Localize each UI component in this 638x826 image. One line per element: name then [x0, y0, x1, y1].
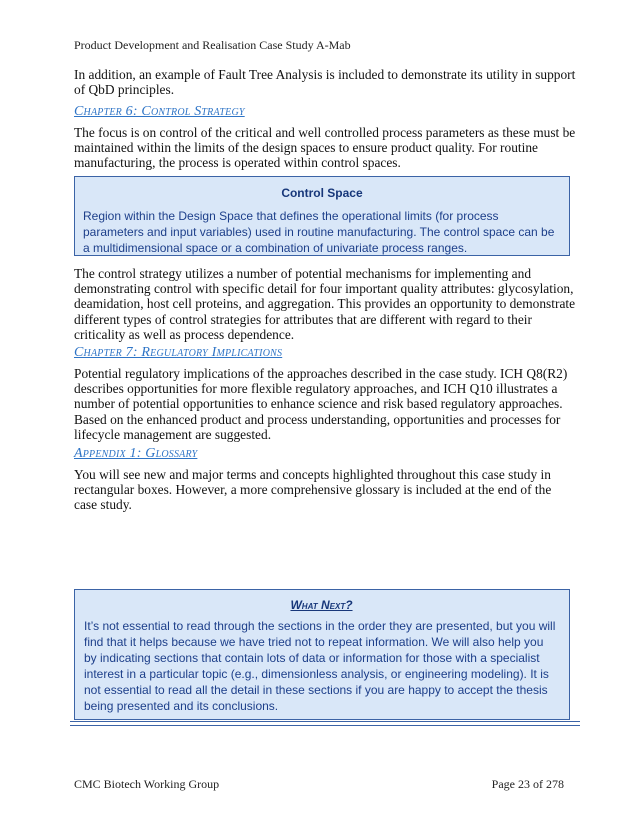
- what-next-title: What Next?: [290, 598, 353, 612]
- control-space-box: [74, 176, 570, 256]
- chapter-7-paragraph: Potential regulatory implications of the approaches described in the case study. ICH Q8(R2) describes opportunities for more flexible regulatory approaches, and ICH Q10 illustrates a number of potential opportunities to enhance science and risk based regulatory approaches. Based on the enhanced product and process understanding, opportunities and processes for lifecycle management are suggested.: [74, 366, 568, 442]
- what-next-box: [74, 589, 570, 720]
- running-header: Product Development and Realisation Case Study A-Mab: [74, 38, 351, 52]
- control-space-definition: Region within the Design Space that defines the operational limits (for process parameters and input variables) used in routine manufacturing. The control space can be a multidimensional space or a combination of univariate process ranges.: [83, 209, 555, 255]
- intro-paragraph: In addition, an example of Fault Tree Analysis is included to demonstrate its utility in support of QbD principles.: [74, 67, 576, 98]
- chapter-6-heading: Chapter 6: Control Strategy: [74, 104, 245, 119]
- chapter-7-heading: Chapter 7: Regulatory Implications: [74, 345, 283, 360]
- chapter-6-paragraph: The focus is on control of the critical and well controlled process parameters as these must be maintained within the limits of the design spaces to ensure product quality. For routine manufacturing, the process is operated within control spaces.: [74, 125, 576, 171]
- appendix-1-heading: Appendix 1: Glossary: [74, 446, 198, 461]
- page-number: Page 23 of 278: [491, 777, 564, 791]
- what-next-text: It’s not essential to read through the sections in the order they are presented, but you will find that it helps because we have tried not to repeat information. We will also help you by indicating sections that contain lots of data or information for those with a specialist interest in a particular topic (e.g., dimensionless analysis, or engineering modeling). It is not essential to read all the detail in these sections if you are happy to accept the thesis being presented and its conclusions.: [84, 619, 556, 713]
- appendix-1-paragraph: You will see new and major terms and concepts highlighted throughout this case study in rectangular boxes. However, a more comprehensive glossary is included at the end of the case study.: [74, 467, 552, 513]
- box-bottom-rule: [70, 721, 580, 726]
- footer-left: CMC Biotech Working Group: [74, 777, 220, 791]
- control-space-title: Control Space: [281, 186, 363, 200]
- control-strategy-paragraph: The control strategy utilizes a number of potential mechanisms for implementing and demonstrating control with specific detail for four important quality attributes: glycosylation, deamidation, host cell proteins, and aggregation. This provides an opportunity to demonstrate different types of control strategies for attributes that are different with regard to their criticality as well as process dependence.: [74, 266, 576, 342]
